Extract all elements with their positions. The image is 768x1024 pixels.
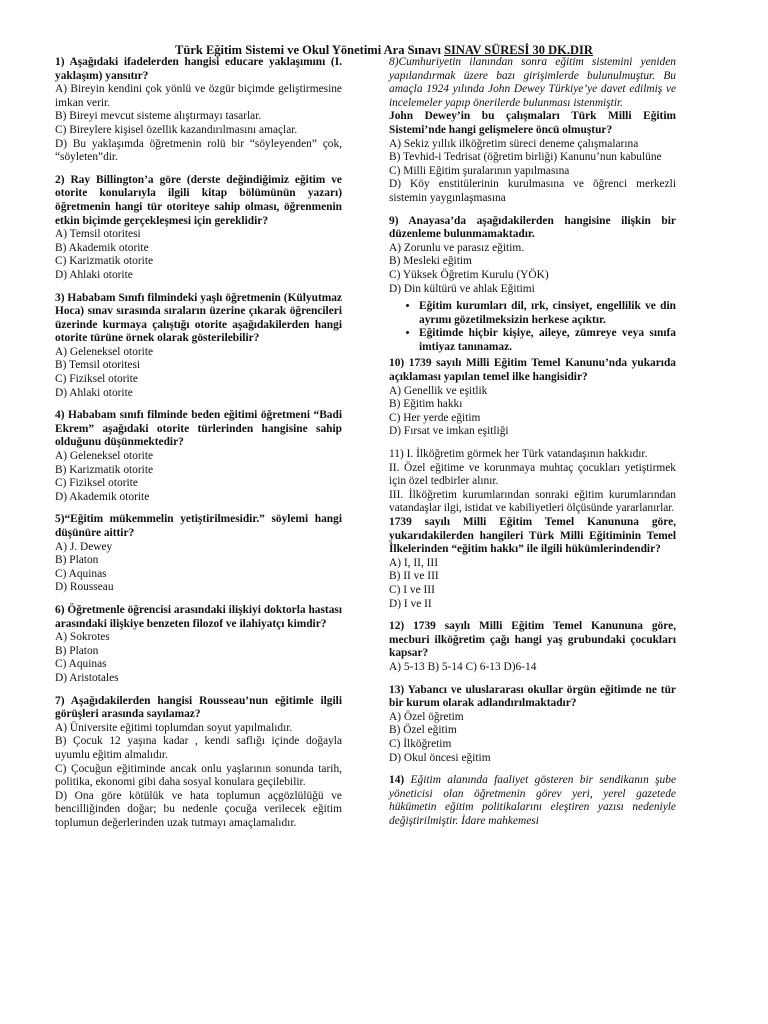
option-a: A) Temsil otoritesi [55,228,141,241]
question-body: Eğitim alanında faaliyet gösteren bir sendikanın şube yöneticisi olan öğretmenin görev yeri, yerel gazetede hükümetin eğitim politikalarını eleştiren yazısı nedeniyle değiştirilmiştir. İdare mahkemesi [389,774,676,827]
option-b: B) Platon [55,554,99,567]
inline-options: A) 5-13 B) 5-14 C) 6-13 D)6-14 [389,660,537,673]
right-column [389,56,676,837]
option-a: A) Üniversite eğitimi toplumdan soyut yapılmalıdır. [55,721,293,734]
option-d: D) Okul öncesi eğitim [389,751,491,764]
option-d: D) Bu yaklaşımda öğretmenin rolü bir “söyleyenden” çok, “söyleten”dir. [55,137,342,164]
question-stem: 10) 1739 sayılı Milli Eğitim Temel Kanunu’nda yukarıda açıklaması yapılan temel ilke hangisidir? [389,357,676,384]
option-a: A) Sekiz yıllık ilköğretim süreci deneme çalışmalarına [389,137,639,150]
option-d: D) Rousseau [55,581,114,594]
option-b: B) Özel eğitim [389,724,457,737]
option-a: A) J. Dewey [55,540,113,553]
question-stem: 4) Hababam sınıfı filminde beden eğitimi öğretmeni “Badi Ekrem” aşağıdaki otorite türlerinden hangisine sahip olduğunu düşünmektedir? [55,409,342,449]
option-c: C) Her yerde eğitim [389,411,481,424]
option-d: D) I ve II [389,597,432,610]
option-c: C) Çocuğun eğitiminde ancak onlu yaşlarının sonunda tarih, politika, ekonomi gibi daha sosyal konulara geçilebilir. [55,762,342,789]
option-b: B) Akademik otorite [55,241,149,254]
question-3 [55,292,342,401]
option-b: B) Çocuk 12 yaşına kadar , kendi saflığı içinde doğayla uyumlu eğitim almalıdır. [55,735,342,761]
left-column [55,56,342,839]
question-2 [55,174,342,283]
question-6 [55,604,342,686]
option-a: A) I, II, III [389,556,439,569]
option-b: B) Eğitim hakkı [389,398,463,411]
option-b: B) Temsil otoritesi [55,359,141,372]
option-b: B) Mesleki eğitim [389,255,472,268]
option-c: C) Fiziksel otorite [55,373,138,386]
question-stem: 6) Öğretmenle öğrencisi arasındaki ilişkiyi doktorla hastası arasındaki ilişkiye benzeten filozof ve ilahiyatçı kimdir? [55,603,342,630]
question-5 [55,513,342,595]
statement-ii: II. Özel eğitime ve korunmaya muhtaç çocukları yetiştirmek için özel tedbirler alınır. [389,461,676,488]
option-b: B) II ve III [389,570,439,583]
question-1 [55,56,342,165]
question-12 [389,620,676,674]
question-8 [389,56,676,206]
option-c: C) Milli Eğitim şuralarının yapılmasına [389,164,570,177]
exam-title-main: Türk Eğitim Sistemi ve Okul Yönetimi Ara Sınavı [175,43,441,57]
option-d: D) Fırsat ve imkan eşitliği [389,425,509,438]
statement-i: 11) I. İlköğretim görmek her Türk vatandaşının hakkıdır. [389,448,648,461]
question-9 [389,215,676,297]
question-stem: John Dewey’in bu çalışmaları Türk Milli Eğitim Sistemi’nde hangi gelişmelere öncü olmuştur? [389,110,676,136]
option-d: D) Aristotales [55,671,119,684]
option-a: A) Genellik ve eşitlik [389,384,488,397]
option-c: C) Fiziksel otorite [55,477,138,490]
option-c: C) Aquinas [55,567,107,580]
option-a: A) Bireyin kendini çok yönlü ve özgür biçimde geliştirmesine imkan verir. [55,83,342,109]
option-c: C) Karizmatik otorite [55,255,154,268]
option-a: A) Sokrotes [55,631,110,644]
question-stem: 3) Hababam Sınıfı filmindeki yaşlı öğretmenin (Külyutmaz Hoca) sınav sırasında sıraların üzerine çıkarak öğrencileri üzerinde kurmaya çalıştığı otorite aşağıdakilerden hangi otorite türüne örnek olarak gösterilebilir? [55,291,342,345]
question-stem: 13) Yabancı ve uluslararası okullar örgün eğitimde ne tür bir kurum olarak adlandırılmaktadır? [389,683,676,710]
option-d: D) Ona göre kötülük ve hata toplumun açgözlülüğü ve bencilliğinden doğar; bu nedenle çocuğa verilecek eğitim toplumun değerlerinden uzak tutmayı amaçlamalıdır. [55,789,342,829]
option-c: C) Aquinas [55,658,107,671]
option-b: B) Karizmatik otorite [55,463,154,476]
question-stem: 12) 1739 sayılı Milli Eğitim Temel Kanununa göre, mecburi ilköğretim çağı hangi yaş grubundaki çocukları kapsar? [389,620,676,660]
option-a: A) Özel öğretim [389,710,464,723]
bullet-item: • Eğitim kurumları dil, ırk, cinsiyet, engellilik ve din ayrımı gözetilmeksizin herkese açıktır. [419,300,676,327]
option-c: C) İlköğretim [389,737,452,750]
question-7 [55,695,342,831]
option-a: A) Zorunlu ve parasız eğitim. [389,241,525,254]
option-b: B) Tevhid-i Tedrisat (öğretim birliği) Kanunu’nun kabulüne [389,151,662,164]
question-number: 14) [389,774,405,787]
exam-duration: SINAV SÜRESİ 30 DK.DIR [444,43,593,57]
question-13 [389,684,676,766]
question-14 [389,774,676,828]
question-text [389,774,676,828]
question-stem: 2) Ray Billington’a göre (derste değindiğimiz eğitim ve otorite konularıyla ilgili kitap bölümünün yazarı) öğretmenin hangi tür otoriteye sahip olması, öğrenmenin etkin biçimde gerçekleşmesi için gereklidir? [55,173,342,227]
question-4 [55,409,342,504]
option-d: D) Akademik otorite [55,490,150,503]
option-b: B) Bireyi mevcut sisteme alıştırmayı tasarlar. [55,110,262,123]
question-stem: 9) Anayasa’da aşağıdakilerden hangisine ilişkin bir düzenleme bulunmamaktadır. [389,214,676,241]
principle-bullets [389,300,676,354]
option-d: D) Ahlaki otorite [55,386,133,399]
question-stem: 5)“Eğitim mükemmelin yetiştirilmesidir.” söylemi hangi düşünüre aittir? [55,513,342,539]
question-11 [389,448,676,611]
bullet-item: • Eğitimde hiçbir kişiye, aileye, zümreye veya sınıfa imtiyaz tanınamaz. [419,327,676,354]
option-c: C) Bireylere kişisel özellik kazandırılmasını amaçlar. [55,123,298,136]
statement-iii: III. İlköğretim kurumlarından sonraki eğitim kurumlarından vatandaşlar ilgi, istidat ve kabiliyetleri ölçüsünde yararlanırlar. [389,488,676,515]
option-c: C) Yüksek Öğretim Kurulu (YÖK) [389,268,549,281]
question-intro: 8)Cumhuriyetin ilanından sonra eğitim sistemini yeniden yapılandırmak üzere bazı girişimlerde bulunulmuştur. Bu amaçla 1924 yılında John Dewey Türkiye’ye davet edilmiş ve incelemeler yapıp önerilerde bulunması istenmiştir. [389,56,676,109]
question-10 [389,357,676,439]
option-a: A) Geleneksel otorite [55,345,154,358]
option-d: D) Köy enstitülerinin kurulmasına ve öğrenci merkezli sistemin yaygınlaşmasına [389,178,676,204]
option-a: A) Geleneksel otorite [55,450,154,463]
option-c: C) I ve III [389,583,435,596]
option-d: D) Din kültürü ve ahlak Eğitimi [389,282,535,295]
question-stem: 1) Aşağıdaki ifadelerden hangisi educare yaklaşımını (I. yaklaşım) yansıtır? [55,56,342,82]
option-b: B) Platon [55,644,99,657]
option-d: D) Ahlaki otorite [55,268,133,281]
question-stem: 7) Aşağıdakilerden hangisi Rousseau’nun eğitimle ilgili görüşleri arasında sayılamaz? [55,694,342,721]
question-stem: 1739 sayılı Milli Eğitim Temel Kanununa göre, yukarıdakilerden hangileri Türk Milli Eğitiminin Temel İlkelerinden “eğitim hakkı” ile ilgili hükümlerindendir? [389,516,676,556]
